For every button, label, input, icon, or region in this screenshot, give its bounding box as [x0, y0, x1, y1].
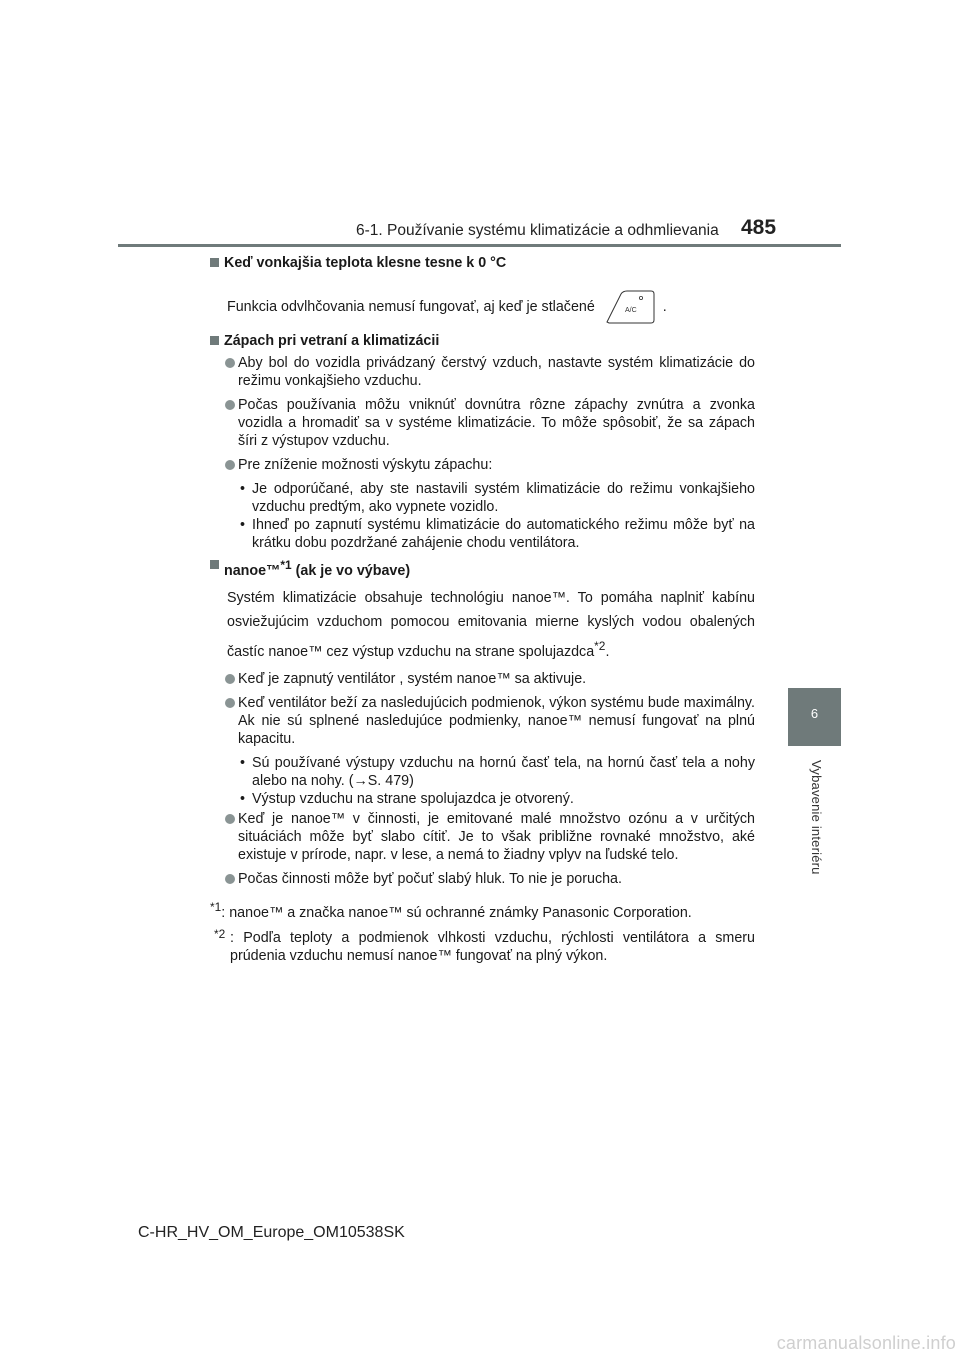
- sub-bullet-item: • Ihneď po zapnutí systému klimatizácie do automatického režimu môže byť na krátku dobu pozdržané zahájenie chodu ventilátora.: [240, 517, 755, 551]
- sub-bullet-item: • Sú používané výstupy vzduchu na hornú časť tela, na hornú časť tela a nohy alebo na nohy. (→S. 479): [240, 754, 755, 789]
- section-heading: nanoe™$^{*1}$ (ak je vo výbave): [210, 556, 755, 580]
- paragraph: Funkcia odvlhčovania nemusí fungovať, aj keď je stlačené A/C .: [210, 290, 755, 324]
- chapter-label: Vybavenie interiéru: [809, 760, 824, 875]
- section-title: 6-1. Používanie systému klimatizácie a odhmlievania: [356, 222, 719, 239]
- round-bullet-icon: [225, 698, 235, 708]
- sub-bullet-item: • Je odporúčané, aby ste nastavili systém klimatizácie do režimu vonkajšieho vzduchu predtým, ako vypnete vozidlo.: [240, 481, 755, 515]
- round-bullet-icon: [225, 874, 235, 884]
- round-bullet-icon: [225, 814, 235, 824]
- chapter-tab: [788, 688, 841, 746]
- section-nanoe: [210, 556, 755, 888]
- bullet-item: Aby bol do vozidla privádzaný čerstvý vzduch, nastavte systém klimatizácie do režimu vonkajšieho vzduchu.: [210, 354, 755, 390]
- paragraph: Systém klimatizácie obsahuje technológiu nanoe™. To pomáha naplniť kabínu osviežujúcim vzduchom pomocou emitovania mierne kyslých vodou obalených častíc nanoe™ cez výstup vzduchu na strane spolujazdca$^{*2}$.: [227, 589, 755, 660]
- section-outside-temp: [210, 254, 755, 324]
- bullet-item: Keď je nanoe™ v činnosti, je emitované malé množstvo ozónu a v určitých situáciách môže byť slabo cítiť. Je to však približne rovnaké množstvo, aké existuje v prírode, napr. v lese, a nemá to žiadny vplyv na ľudské telo.: [210, 810, 755, 864]
- footnote: *2 : Podľa teploty a podmienok vlhkosti vzduchu, rýchlosti ventilátora a smeru prúdenia vzduchu nemusí nanoe™ fungovať na plný výkon.: [214, 927, 755, 965]
- round-bullet-icon: [225, 358, 235, 368]
- section-heading: Keď vonkajšia teplota klesne tesne k 0 °C: [210, 254, 755, 272]
- footnote: $^{*1}$: nanoe™ a značka nanoe™ sú ochranné známky Panasonic Corporation.: [210, 899, 692, 921]
- round-bullet-icon: [225, 460, 235, 470]
- ac-button-icon: [603, 290, 655, 324]
- svg-text:A/C: A/C: [624, 307, 637, 314]
- sub-bullet-item: • Výstup vzduchu na strane spolujazdca je otvorený.: [240, 790, 574, 807]
- section-heading: Zápach pri vetraní a klimatizácii: [210, 332, 755, 350]
- bullet-item: Počas používania môžu vniknúť dovnútra rôzne zápachy zvnútra a zvonka vozidla a hromadiť sa v systéme klimatizácie. To môže spôsobiť, že sa zápach šíri z výstupov vzduchu.: [210, 396, 755, 450]
- bullet-item: Pre zníženie možnosti výskytu zápachu:: [210, 456, 755, 474]
- bullet-item: Keď ventilátor beží za nasledujúcich podmienok, výkon systému bude maximálny. Ak nie sú splnené nasledujúce podmienky, nanoe™ nemusí fungovať na plnú kapacitu.: [210, 694, 755, 748]
- bullet-item: Počas činnosti môže byť počuť slabý hluk. To nie je porucha.: [210, 870, 755, 888]
- round-bullet-icon: [225, 400, 235, 410]
- watermark: carmanualsonline.info: [776, 1333, 956, 1353]
- page-header: [0, 214, 960, 246]
- bullet-item: Keď je zapnutý ventilátor , systém nanoe™ sa aktivuje.: [210, 670, 755, 688]
- section-odor: [210, 332, 755, 552]
- chapter-number: 6: [810, 706, 819, 721]
- page-number: 485: [741, 216, 777, 239]
- round-bullet-icon: [225, 674, 235, 684]
- square-bullet-icon: [210, 336, 219, 345]
- square-bullet-icon: [210, 258, 219, 267]
- page-content: [210, 250, 755, 965]
- header-rule: [118, 244, 841, 247]
- square-bullet-icon: [210, 560, 219, 569]
- document-id: C-HR_HV_OM_Europe_OM10538SK: [138, 1224, 405, 1241]
